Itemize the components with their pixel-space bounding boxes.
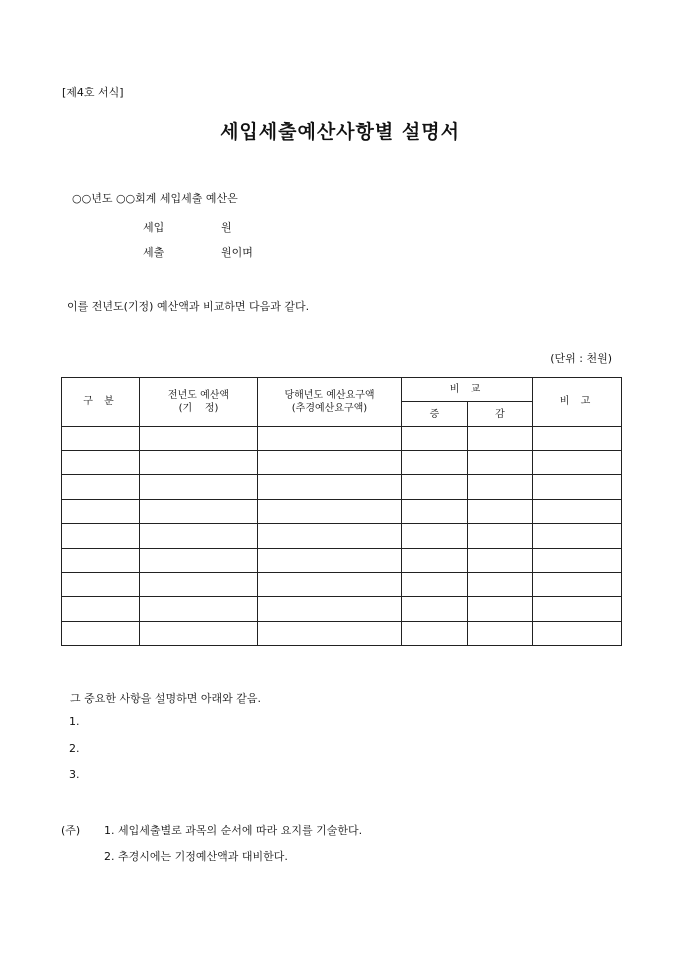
table-cell	[533, 475, 622, 499]
table-cell	[140, 524, 258, 548]
table-cell	[533, 548, 622, 572]
form-number: [제4호 서식]	[62, 86, 124, 99]
table-cell	[533, 451, 622, 475]
table-cell	[468, 524, 533, 548]
table-cell	[62, 451, 140, 475]
unit-note: (단위 : 천원)	[550, 352, 612, 365]
table-row	[62, 499, 622, 523]
intro-line: ○○년도 ○○회계 세입세출 예산은	[72, 192, 238, 205]
table-cell	[140, 548, 258, 572]
header-current-budget-line1: 당해년도 예산요구액	[284, 389, 375, 401]
header-current-budget-line2: (추경예산요구액)	[291, 402, 368, 414]
table-cell	[533, 524, 622, 548]
table-cell	[533, 597, 622, 621]
table-cell	[140, 597, 258, 621]
table-cell	[258, 426, 402, 450]
table-cell	[468, 572, 533, 596]
table-cell	[140, 426, 258, 450]
note-line-1: 1. 세입세출별로 과목의 순서에 따라 요지를 기술한다.	[104, 824, 363, 837]
table-cell	[62, 499, 140, 523]
table-cell	[62, 597, 140, 621]
table-cell	[402, 451, 468, 475]
table-cell	[468, 548, 533, 572]
list-item: 2.	[69, 742, 80, 755]
table-cell	[62, 475, 140, 499]
table-row	[62, 597, 622, 621]
table-cell	[402, 621, 468, 645]
table-cell	[62, 524, 140, 548]
table-cell	[258, 548, 402, 572]
table-cell	[468, 597, 533, 621]
expenditure-label: 세출	[143, 246, 165, 259]
note-line-2: 2. 추경시에는 기정예산액과 대비한다.	[104, 850, 288, 863]
header-prev-budget-line2: (기 정)	[178, 402, 219, 414]
table-cell	[533, 621, 622, 645]
expenditure-unit: 원이며	[221, 246, 253, 259]
table-cell	[140, 572, 258, 596]
table-cell	[402, 572, 468, 596]
table-row	[62, 426, 622, 450]
table-cell	[258, 621, 402, 645]
table-cell	[402, 499, 468, 523]
compare-sentence: 이를 전년도(기정) 예산액과 비교하면 다음과 같다.	[67, 300, 310, 313]
note-mark: (주)	[61, 824, 81, 837]
explain-sentence: 그 중요한 사항을 설명하면 아래와 같음.	[70, 692, 261, 705]
budget-table	[61, 377, 622, 646]
table-cell	[258, 597, 402, 621]
table-cell	[402, 426, 468, 450]
table-row	[62, 475, 622, 499]
header-remarks: 비 고	[533, 378, 622, 427]
table-cell	[468, 475, 533, 499]
header-decrease: 감	[468, 402, 533, 426]
header-compare: 비 교	[402, 378, 533, 402]
revenue-label: 세입	[143, 221, 165, 234]
header-current-budget	[258, 378, 402, 427]
header-category: 구 분	[62, 378, 140, 427]
table-cell	[402, 548, 468, 572]
table-cell	[62, 426, 140, 450]
table-cell	[140, 451, 258, 475]
table-cell	[468, 621, 533, 645]
table-cell	[258, 572, 402, 596]
table-cell	[258, 451, 402, 475]
table-cell	[402, 597, 468, 621]
table-row	[62, 451, 622, 475]
table-row	[62, 548, 622, 572]
list-item: 1.	[69, 715, 80, 728]
table-cell	[402, 475, 468, 499]
table-cell	[468, 499, 533, 523]
table-row	[62, 572, 622, 596]
table-row	[62, 524, 622, 548]
revenue-unit: 원	[221, 221, 232, 234]
table-cell	[258, 499, 402, 523]
table-row	[62, 621, 622, 645]
table-cell	[62, 621, 140, 645]
table-cell	[468, 426, 533, 450]
header-prev-budget-line1: 전년도 예산액	[167, 389, 230, 401]
table-cell	[468, 451, 533, 475]
table-cell	[62, 572, 140, 596]
table-cell	[533, 572, 622, 596]
table-cell	[258, 524, 402, 548]
table-cell	[140, 475, 258, 499]
table-cell	[533, 499, 622, 523]
header-increase: 증	[402, 402, 468, 426]
header-prev-budget	[140, 378, 258, 427]
table-cell	[533, 426, 622, 450]
list-item: 3.	[69, 768, 80, 781]
table-cell	[140, 621, 258, 645]
table-cell	[140, 499, 258, 523]
page-title: 세입세출예산사항별 설명서	[220, 121, 460, 143]
table-cell	[402, 524, 468, 548]
table-cell	[62, 548, 140, 572]
table-cell	[258, 475, 402, 499]
